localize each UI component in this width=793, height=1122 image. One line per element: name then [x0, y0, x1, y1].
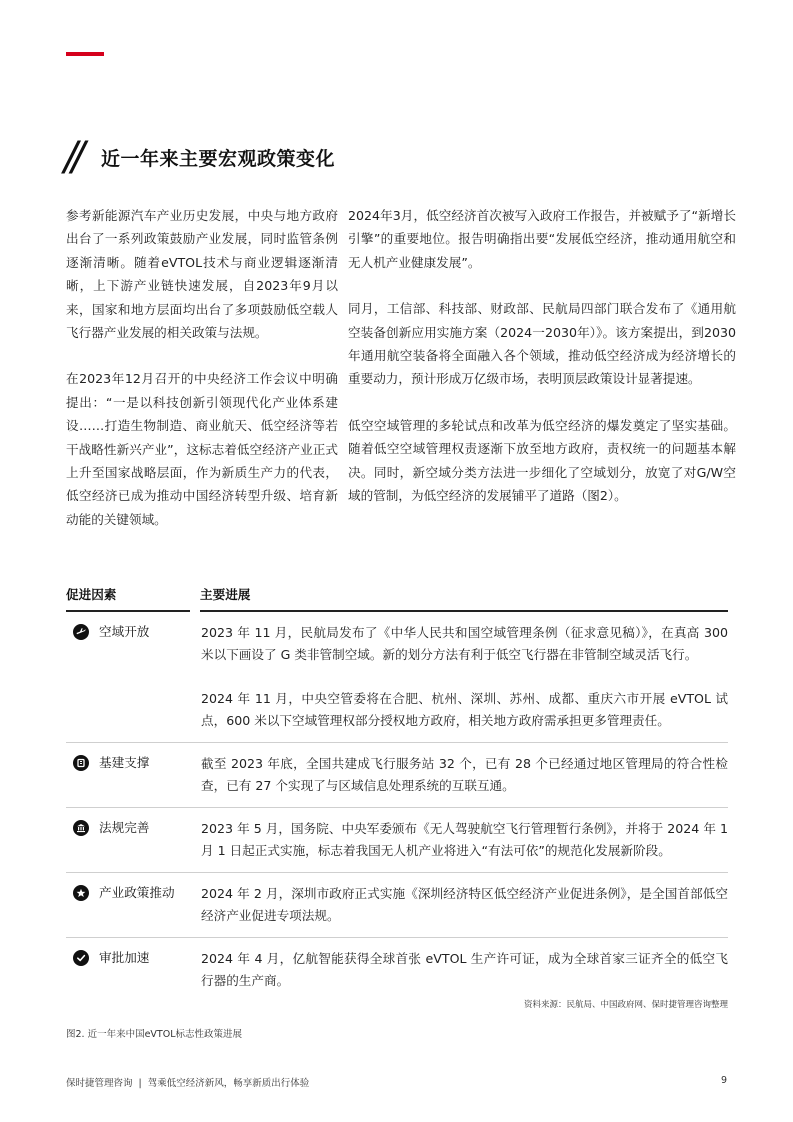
progress-text: 2024 年 4 月，亿航智能获得全球首张 eVTOL 生产许可证，成为全球首家三证齐全的低空飞行器的生产商。 — [201, 951, 728, 988]
header-factor: 促进因素 — [66, 583, 190, 612]
page-title: 近一年来主要宏观政策变化 — [100, 147, 335, 170]
progress-cell — [200, 808, 728, 872]
table-header — [66, 583, 728, 612]
factor-cell — [66, 938, 190, 1002]
factor-label: 基建支撑 — [99, 755, 150, 770]
star-icon — [73, 885, 89, 901]
title-slash-mark: // — [64, 134, 79, 180]
page-footer — [66, 1075, 309, 1089]
factor-label: 空域开放 — [99, 624, 150, 639]
factor-label: 法规完善 — [99, 820, 150, 835]
body-paragraph: 2024年3月，低空经济首次被写入政府工作报告，并被赋予了“新增长引擎”的重要地位。报告明确指出要“发展低空经济，推动通用航空和无人机产业健康发展”。 — [348, 208, 736, 270]
factor-label: 审批加速 — [99, 950, 150, 965]
progress-text: 2023 年 5 月，国务院、中央军委颁布《无人驾驶航空飞行管理暂行条例》，并将于 2024 年 1 月 1 日起正式实施，标志着我国无人机产业将进入“有法可依”的规范化发展新阶段。 — [201, 821, 728, 858]
progress-cell — [200, 873, 728, 937]
footer-tagline: 驾乘低空经济新风，畅享新质出行体验 — [147, 1078, 310, 1089]
progress-text: 2023 年 11 月，民航局发布了《中华人民共和国空域管理条例（征求意见稿）》，在真高 300 米以下画设了 G 类非管制空域。新的划分方法有利于低空飞行器在非管制空域灵活飞行。 — [201, 625, 728, 662]
progress-cell — [200, 612, 728, 742]
infrastructure-icon — [73, 755, 89, 771]
factor-cell — [66, 808, 190, 872]
table-row — [66, 808, 728, 873]
progress-text: 截至 2023 年底，全国共建成飞行服务站 32 个，已有 28 个已经通过地区管理局的符合性检查，已有 27 个实现了与区域信息处理系统的互联互通。 — [201, 756, 728, 793]
footer-brand: 保时捷管理咨询 — [66, 1078, 133, 1089]
factor-cell — [66, 873, 190, 937]
accent-bar — [66, 52, 104, 56]
body-column-right — [348, 204, 736, 530]
progress-text: 2024 年 11 月，中央空管委将在合肥、杭州、深圳、苏州、成都、重庆六市开展 eVTOL 试点，600 米以下空域管理权部分授权地方政府，相关地方政府需承担更多管理责任。 — [201, 691, 728, 728]
progress-cell — [200, 938, 728, 1002]
table-row — [66, 612, 728, 743]
progress-cell — [200, 743, 728, 807]
policy-progress-table — [66, 583, 728, 1002]
table-row — [66, 938, 728, 1002]
table-row — [66, 873, 728, 938]
body-column-left — [66, 204, 338, 554]
body-paragraph: 在2023年12月召开的中央经济工作会议中明确提出：“一是以科技创新引领现代化产业体系建设……打造生物制造、商业航天、低空经济等若干战略性新兴产业”，这标志着低空经济产业正式上升至国家战略层面，作为新质生产力的代表，低空经济已成为推动中国经济转型升级、培育新动能的关键领域。 — [66, 371, 338, 527]
figure-caption: 图2. 近一年来中国eVTOL标志性政策进展 — [66, 1029, 243, 1040]
factor-label: 产业政策推动 — [99, 885, 175, 900]
airplane-icon — [73, 624, 89, 640]
checkmark-icon — [73, 950, 89, 966]
progress-text: 2024 年 2 月，深圳市政府正式实施《深圳经济特区低空经济产业促进条例》，是全国首部低空经济产业促进专项法规。 — [201, 886, 728, 923]
government-building-icon — [73, 820, 89, 836]
body-paragraph: 参考新能源汽车产业历史发展，中央与地方政府出台了一系列政策鼓励产业发展，同时监管条例逐渐清晰。随着eVTOL技术与商业逻辑逐渐清晰，上下游产业链快速发展，自2023年9月以来，国家和地方层面均出台了多项鼓励低空载人飞行器产业发展的相关政策与法规。 — [66, 208, 338, 341]
page-number: 9 — [720, 1075, 727, 1086]
factor-cell — [66, 612, 190, 742]
body-paragraph: 同月，工信部、科技部、财政部、民航局四部门联合发布了《通用航空装备创新应用实施方案（2024一2030年）》。该方案提出，到2030年通用航空装备将全面融入各个领域，推动低空经济成为经济增长的重要动力，预计形成万亿级市场，表明顶层政策设计显著提速。 — [348, 301, 736, 387]
footer-separator: | — [138, 1078, 142, 1089]
table-row — [66, 743, 728, 808]
section-title — [64, 134, 335, 180]
body-paragraph: 低空空域管理的多轮试点和改革为低空经济的爆发奠定了坚实基础。随着低空空域管理权责逐渐下放至地方政府，责权统一的问题基本解决。同时，新空域分类方法进一步细化了空域划分，放宽了对G/W空域的管制，为低空经济的发展铺平了道路（图2）。 — [348, 417, 736, 504]
source-note: 资料来源：民航局、中国政府网、保时捷管理咨询整理 — [523, 1000, 728, 1010]
header-progress: 主要进展 — [200, 583, 728, 612]
factor-cell — [66, 743, 190, 807]
